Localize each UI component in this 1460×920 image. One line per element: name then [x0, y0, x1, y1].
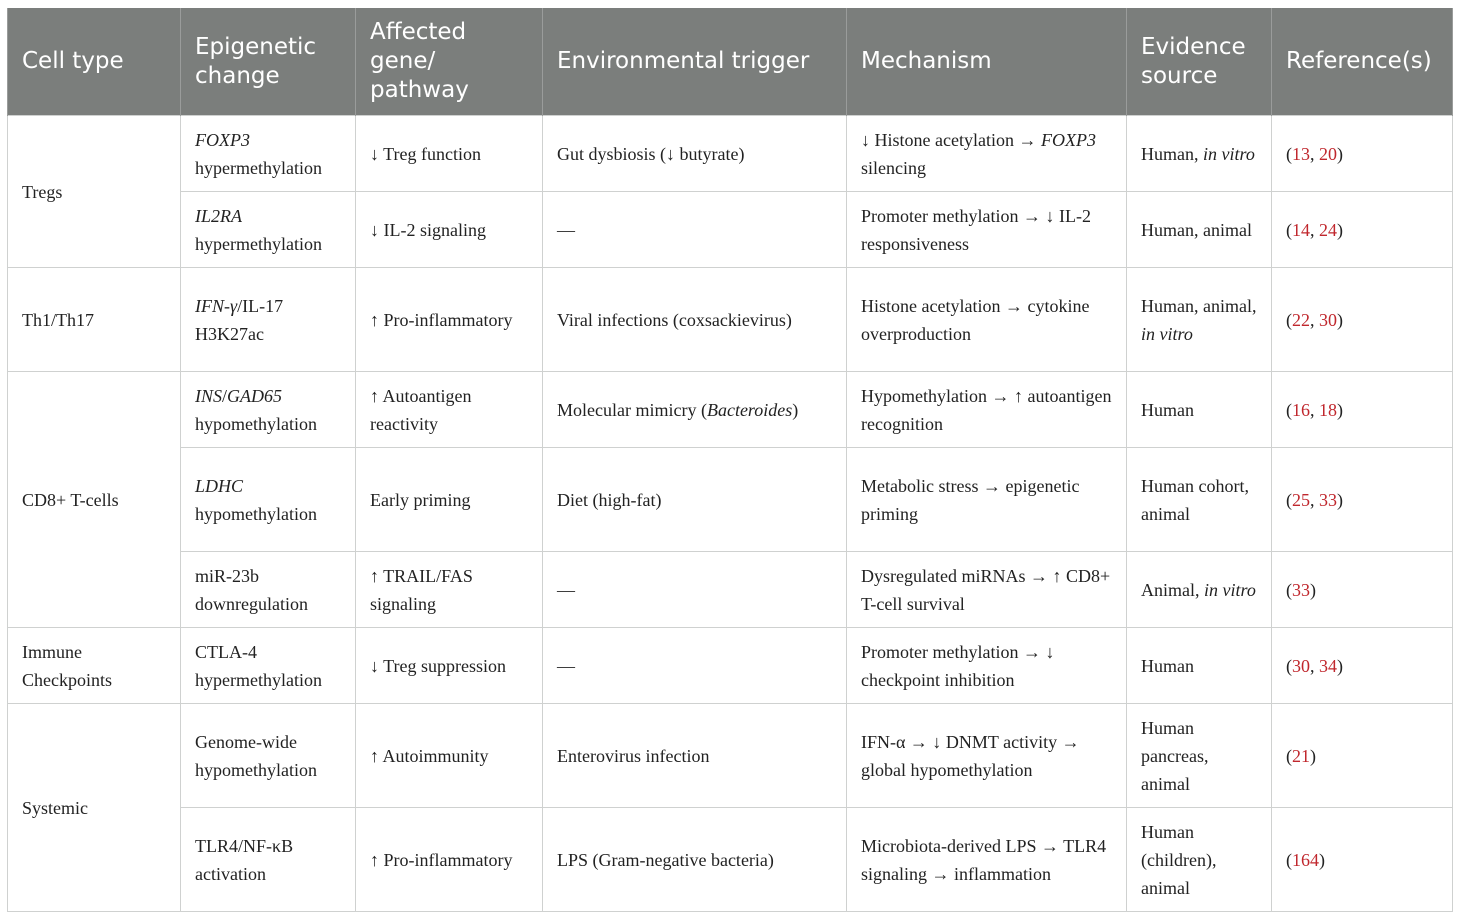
references: (164)	[1272, 808, 1453, 912]
affected-pathway: ↓ Treg function	[356, 116, 543, 192]
evidence-source: Human	[1127, 372, 1272, 448]
table-row	[8, 552, 1453, 628]
cell-type: Immune Checkpoints	[8, 628, 181, 704]
environmental-trigger: LPS (Gram-negative bacteria)	[543, 808, 847, 912]
references: (14, 24)	[1272, 192, 1453, 268]
affected-pathway: ↑ Autoimmunity	[356, 704, 543, 808]
reference-link[interactable]: 25	[1292, 489, 1310, 510]
reference-link[interactable]: 33	[1319, 489, 1337, 510]
mechanism: ↓ Histone acetylation → FOXP3 silencing	[847, 116, 1127, 192]
table-row	[8, 372, 1453, 448]
reference-link[interactable]: 22	[1292, 309, 1310, 330]
epigenetic-change: Genome-wide hypomethylation	[181, 704, 356, 808]
table-row	[8, 116, 1453, 192]
affected-pathway: ↓ Treg suppression	[356, 628, 543, 704]
reference-link[interactable]: 24	[1319, 219, 1337, 240]
environmental-trigger: —	[543, 628, 847, 704]
evidence-source: Human, in vitro	[1127, 116, 1272, 192]
epigenetic-change: IL2RA hypermethylation	[181, 192, 356, 268]
reference-link[interactable]: 33	[1292, 579, 1310, 600]
evidence-source: Human, animal	[1127, 192, 1272, 268]
reference-link[interactable]: 20	[1319, 143, 1337, 164]
reference-link[interactable]: 14	[1292, 219, 1310, 240]
reference-link[interactable]: 16	[1292, 399, 1310, 420]
references: (22, 30)	[1272, 268, 1453, 372]
mechanism: Dysregulated miRNAs → ↑ CD8+ T-cell survival	[847, 552, 1127, 628]
header-cell: Cell type	[8, 8, 181, 116]
reference-link[interactable]: 34	[1319, 655, 1337, 676]
evidence-source: Animal, in vitro	[1127, 552, 1272, 628]
cell-type: Th1/Th17	[8, 268, 181, 372]
evidence-source: Human cohort, animal	[1127, 448, 1272, 552]
header-cell: Affected gene/ pathway	[356, 8, 543, 116]
references: (25, 33)	[1272, 448, 1453, 552]
affected-pathway: ↑ Pro-inflammatory	[356, 268, 543, 372]
evidence-source: Human pancreas, animal	[1127, 704, 1272, 808]
environmental-trigger: Molecular mimicry (Bacteroides)	[543, 372, 847, 448]
table-row	[8, 192, 1453, 268]
affected-pathway: ↓ IL-2 signaling	[356, 192, 543, 268]
table-row	[8, 704, 1453, 808]
cell-type: Tregs	[8, 116, 181, 268]
header-cell: Evidence source	[1127, 8, 1272, 116]
reference-link[interactable]: 18	[1319, 399, 1337, 420]
epigenetic-change: INS/GAD65 hypomethylation	[181, 372, 356, 448]
reference-link[interactable]: 21	[1292, 745, 1310, 766]
header-cell: Epigenetic change	[181, 8, 356, 116]
table-row	[8, 628, 1453, 704]
references: (13, 20)	[1272, 116, 1453, 192]
environmental-trigger: Viral infections (coxsackievirus)	[543, 268, 847, 372]
epigenetic-change: FOXP3 hypermethylation	[181, 116, 356, 192]
environmental-trigger: —	[543, 552, 847, 628]
evidence-source: Human	[1127, 628, 1272, 704]
table-row	[8, 448, 1453, 552]
mechanism: Hypomethylation → ↑ autoantigen recognition	[847, 372, 1127, 448]
epigenetic-change: CTLA-4 hypermethylation	[181, 628, 356, 704]
mechanism: Microbiota-derived LPS → TLR4 signaling → inflammation	[847, 808, 1127, 912]
mechanism: IFN-α → ↓ DNMT activity → global hypomethylation	[847, 704, 1127, 808]
header-row	[8, 8, 1453, 116]
mechanism: Histone acetylation → cytokine overproduction	[847, 268, 1127, 372]
epigenetic-change: LDHC hypomethylation	[181, 448, 356, 552]
reference-link[interactable]: 30	[1319, 309, 1337, 330]
reference-link[interactable]: 164	[1292, 849, 1319, 870]
mechanism: Promoter methylation → ↓ IL-2 responsiveness	[847, 192, 1127, 268]
mechanism: Promoter methylation → ↓ checkpoint inhibition	[847, 628, 1127, 704]
table-row	[8, 268, 1453, 372]
header-cell: Mechanism	[847, 8, 1127, 116]
evidence-source: Human, animal, in vitro	[1127, 268, 1272, 372]
evidence-source: Human (children), animal	[1127, 808, 1272, 912]
epigenetic-change: miR-23b downregulation	[181, 552, 356, 628]
mechanism: Metabolic stress → epigenetic priming	[847, 448, 1127, 552]
reference-link[interactable]: 30	[1292, 655, 1310, 676]
references: (33)	[1272, 552, 1453, 628]
epigenetic-change: IFN-γ/IL-17 H3K27ac	[181, 268, 356, 372]
references: (30, 34)	[1272, 628, 1453, 704]
affected-pathway: ↑ TRAIL/FAS signaling	[356, 552, 543, 628]
cell-type: Systemic	[8, 704, 181, 912]
table-row	[8, 808, 1453, 912]
affected-pathway: ↑ Pro-inflammatory	[356, 808, 543, 912]
epigenetic-change: TLR4/NF-κB activation	[181, 808, 356, 912]
data-table	[7, 8, 1453, 912]
environmental-trigger: Enterovirus infection	[543, 704, 847, 808]
header-cell: Reference(s)	[1272, 8, 1453, 116]
header-cell: Environmental trigger	[543, 8, 847, 116]
environmental-trigger: —	[543, 192, 847, 268]
environmental-trigger: Gut dysbiosis (↓ butyrate)	[543, 116, 847, 192]
reference-link[interactable]: 13	[1292, 143, 1310, 164]
affected-pathway: ↑ Autoantigen reactivity	[356, 372, 543, 448]
environmental-trigger: Diet (high-fat)	[543, 448, 847, 552]
references: (16, 18)	[1272, 372, 1453, 448]
cell-type: CD8+ T-cells	[8, 372, 181, 628]
affected-pathway: Early priming	[356, 448, 543, 552]
references: (21)	[1272, 704, 1453, 808]
